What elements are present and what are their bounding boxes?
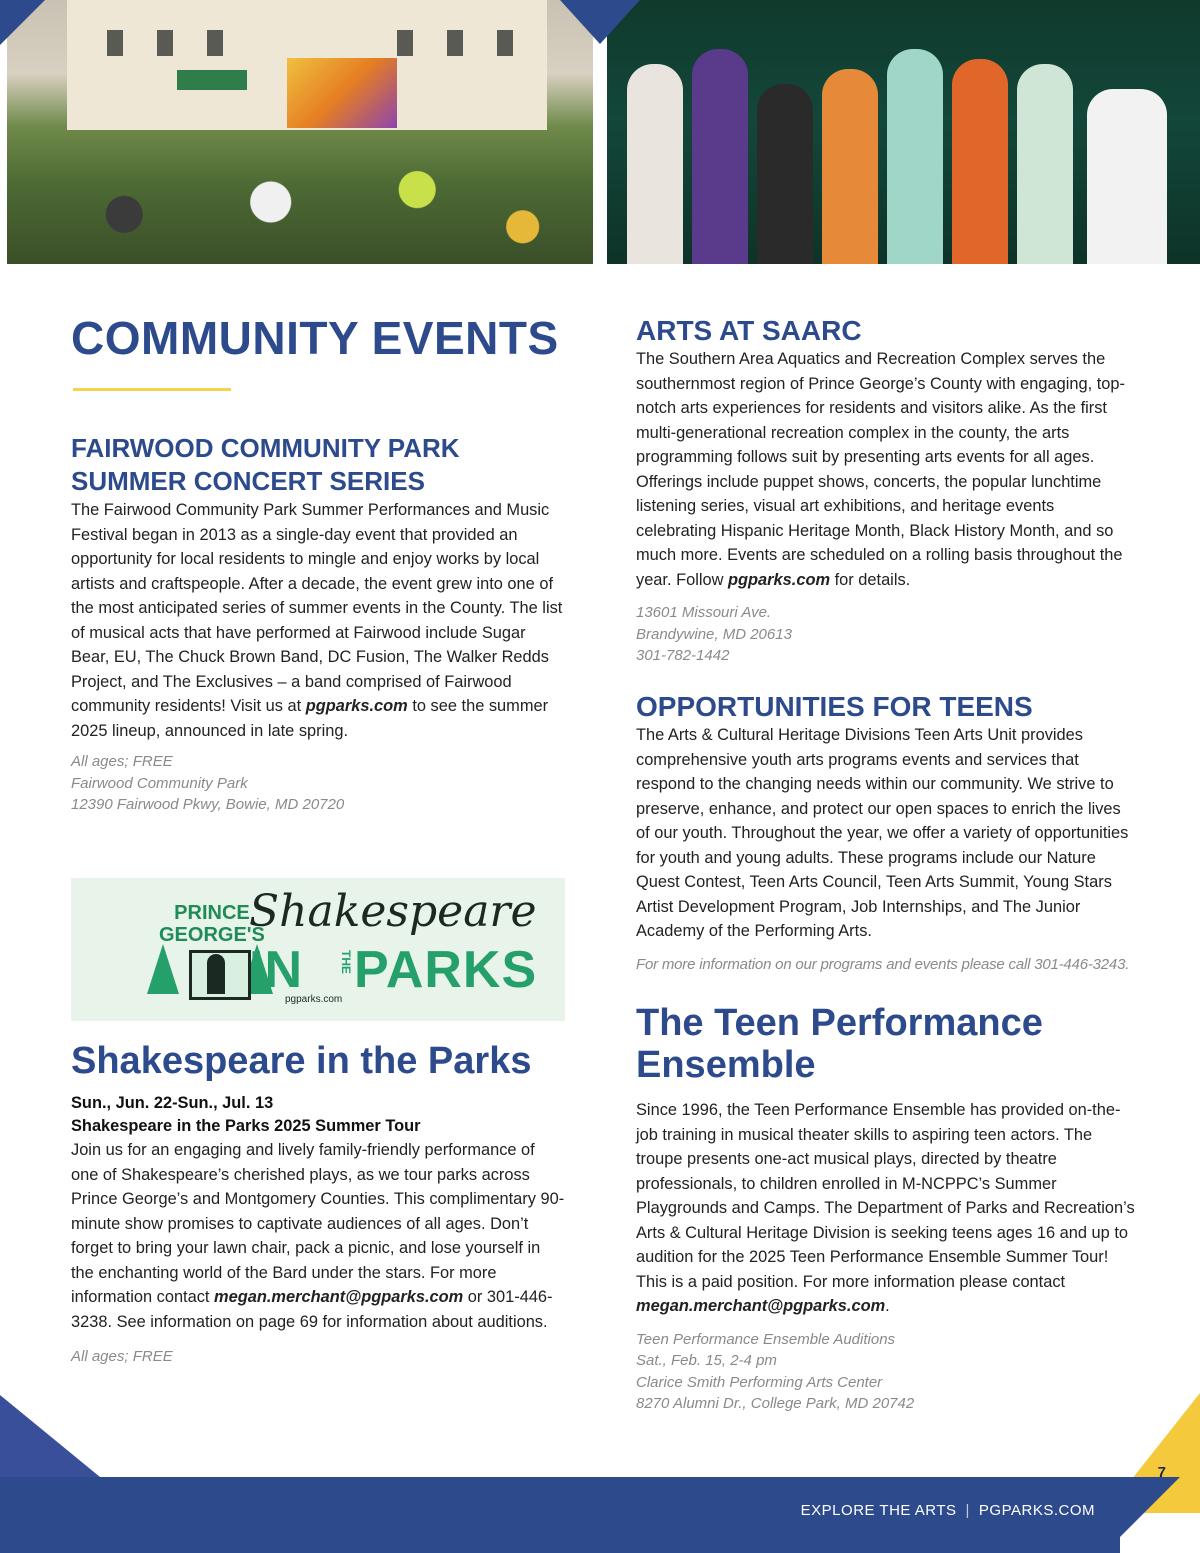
fairwood-meta: All ages; FREE Fairwood Community Park 12390 Fairwood Pkwy, Bowie, MD 20720 xyxy=(71,753,345,813)
saarc-address: 13601 Missouri Ave. Brandywine, MD 20613 301-782-1442 xyxy=(636,604,792,664)
ensemble-title: The Teen Performance Ensemble xyxy=(636,1002,1043,1086)
saarc-description: The Southern Area Aquatics and Recreation Complex serves the southernmost region of Prince George’s County with engaging, top-notch arts experiences for residents and visitors alike. As the first multi-generational recreation complex in the county, the arts programming follows suit by presenting arts events for all ages. Offerings include puppet shows, concerts, the popular lunchtime listening series, visual art exhibitions, and heritage events celebrating Hispanic Heritage Month, Black History Month, and so much more. Events are scheduled on a rolling basis throughout the year. Follow pgparks.com for details. xyxy=(636,350,1125,589)
tree-icon xyxy=(147,944,179,994)
teen-ensemble-photo xyxy=(607,0,1200,264)
corner-chevron xyxy=(0,0,45,45)
footer-notch xyxy=(1104,1477,1180,1553)
footer-website-link[interactable]: PGPARKS.COM xyxy=(978,1502,1095,1519)
corner-photo-fragment xyxy=(0,1395,100,1477)
fairwood-concert-photo xyxy=(7,0,593,264)
teens-meta: For more information on our programs and events please call 301-446-3243. xyxy=(636,955,1130,973)
ensemble-section xyxy=(636,1002,1136,1415)
shakespeare-section xyxy=(71,1040,566,1368)
actor-silhouette-icon xyxy=(207,954,225,994)
teens-description: The Arts & Cultural Heritage Divisions Teen Arts Unit provides comprehensive youth arts programs events and services that respond to the changing needs within our community. We strive to preserve, enhance, and protect our open spaces to enrich the lives of our youth. Throughout the year, we offer a variety of opportunities for youth and young adults. These programs include our Nature Quest Contest, Teen Arts Council, Teen Arts Summit, Young Stars Artist Development Program, Job Internships, and The Junior Academy of the Performing Arts. xyxy=(636,726,1129,940)
actor xyxy=(952,59,1008,264)
teens-title: OPPORTUNITIES FOR TEENS xyxy=(636,691,1033,722)
footer-separator: | xyxy=(965,1502,970,1519)
teens-section xyxy=(636,690,1136,975)
saarc-title: ARTS AT SAARC xyxy=(636,315,862,346)
footer-text xyxy=(801,1502,1095,1519)
title-underline xyxy=(73,388,231,391)
audience xyxy=(7,140,593,264)
shakespeare-subtitle: Shakespeare in the Parks 2025 Summer Tour xyxy=(71,1117,421,1135)
shakespeare-date: Sun., Jun. 22-Sun., Jul. 13 xyxy=(71,1094,274,1112)
ensemble-description: Since 1996, the Teen Performance Ensemble has provided on-the-job training in musical theater skills to aspiring teen actors. The troupe presents one-act musical plays, directed by theatre professionals, to children enrolled in M-NCPPC’s Summer Playgrounds and Camps. The Department of Parks and Recreation’s Arts & Cultural Heritage Division is seeking teens ages 16 and up to audition for the 2025 Teen Performance Ensemble Summer Tour! This is a paid position. For more information please contact megan.merchant@pgparks.com. xyxy=(636,1101,1135,1315)
fairwood-section xyxy=(71,432,566,816)
shakespeare-meta: All ages; FREE xyxy=(71,1348,173,1365)
footer-explore: EXPLORE THE ARTS xyxy=(800,1502,957,1519)
shakespeare-description: Join us for an engaging and lively family-friendly performance of one of Shakespeare’s cherished plays, as we tour parks across Prince George’s and Montgomery Counties. This complimentary 90-minute show promises to captivate audiences of all ages. Don’t forget to bring your lawn chair, pack a picnic, and lose yourself in the enchanting world of the Bard under the stars. For more information contact megan.merchant@pgparks.com or 301-446-3238. See information on page 69 for information about auditions. xyxy=(71,1141,565,1331)
pgparks-link[interactable]: pgparks.com xyxy=(728,570,831,589)
actor xyxy=(887,49,943,264)
actor xyxy=(757,84,813,264)
fairwood-description: The Fairwood Community Park Summer Performances and Music Festival began in 2013 as a single-day event that provided an opportunity for local residents to mingle and enjoy works by local artists and craftspeople. After a decade, the event grew into one of the most anticipated series of summer events in the County. The list of musical acts that have performed at Fairwood include Sugar Bear, EU, The Chuck Brown Band, DC Fusion, The Walker Redds Project, and The Exclusives – a band comprised of Fairwood community residents! Visit us at pgparks.com to see the summer 2025 lineup, announced in late spring. xyxy=(71,501,563,740)
shakespeare-title: Shakespeare in the Parks xyxy=(71,1040,532,1082)
page-number: 7 xyxy=(1157,1464,1166,1481)
saarc-section xyxy=(636,314,1136,667)
shakespeare-in-the-parks-logo: PRINCE GEORGE'S Shakespeare IN THE PARKS pgparks.com xyxy=(71,878,565,1021)
actor xyxy=(822,69,878,264)
email-link[interactable]: megan.merchant@pgparks.com xyxy=(214,1288,464,1306)
top-chevron xyxy=(560,0,640,44)
actor xyxy=(1017,64,1073,264)
stage-backdrop xyxy=(287,58,397,128)
actor xyxy=(692,49,748,264)
ensemble-meta: Teen Performance Ensemble Auditions Sat., Feb. 15, 2-4 pm Clarice Smith Performing Arts Center 8270 Alumni Dr., College Park, MD 20742 xyxy=(636,1330,915,1412)
page-title: COMMUNITY EVENTS xyxy=(71,312,559,364)
email-link[interactable]: megan.merchant@pgparks.com xyxy=(636,1297,886,1315)
actor xyxy=(627,64,683,264)
community-events-heading-block xyxy=(71,312,566,364)
pgparks-link[interactable]: pgparks.com xyxy=(305,697,408,715)
actor xyxy=(1087,89,1167,264)
fairwood-title: FAIRWOOD COMMUNITY PARK SUMMER CONCERT SERIES xyxy=(71,433,460,496)
tent xyxy=(177,70,247,90)
